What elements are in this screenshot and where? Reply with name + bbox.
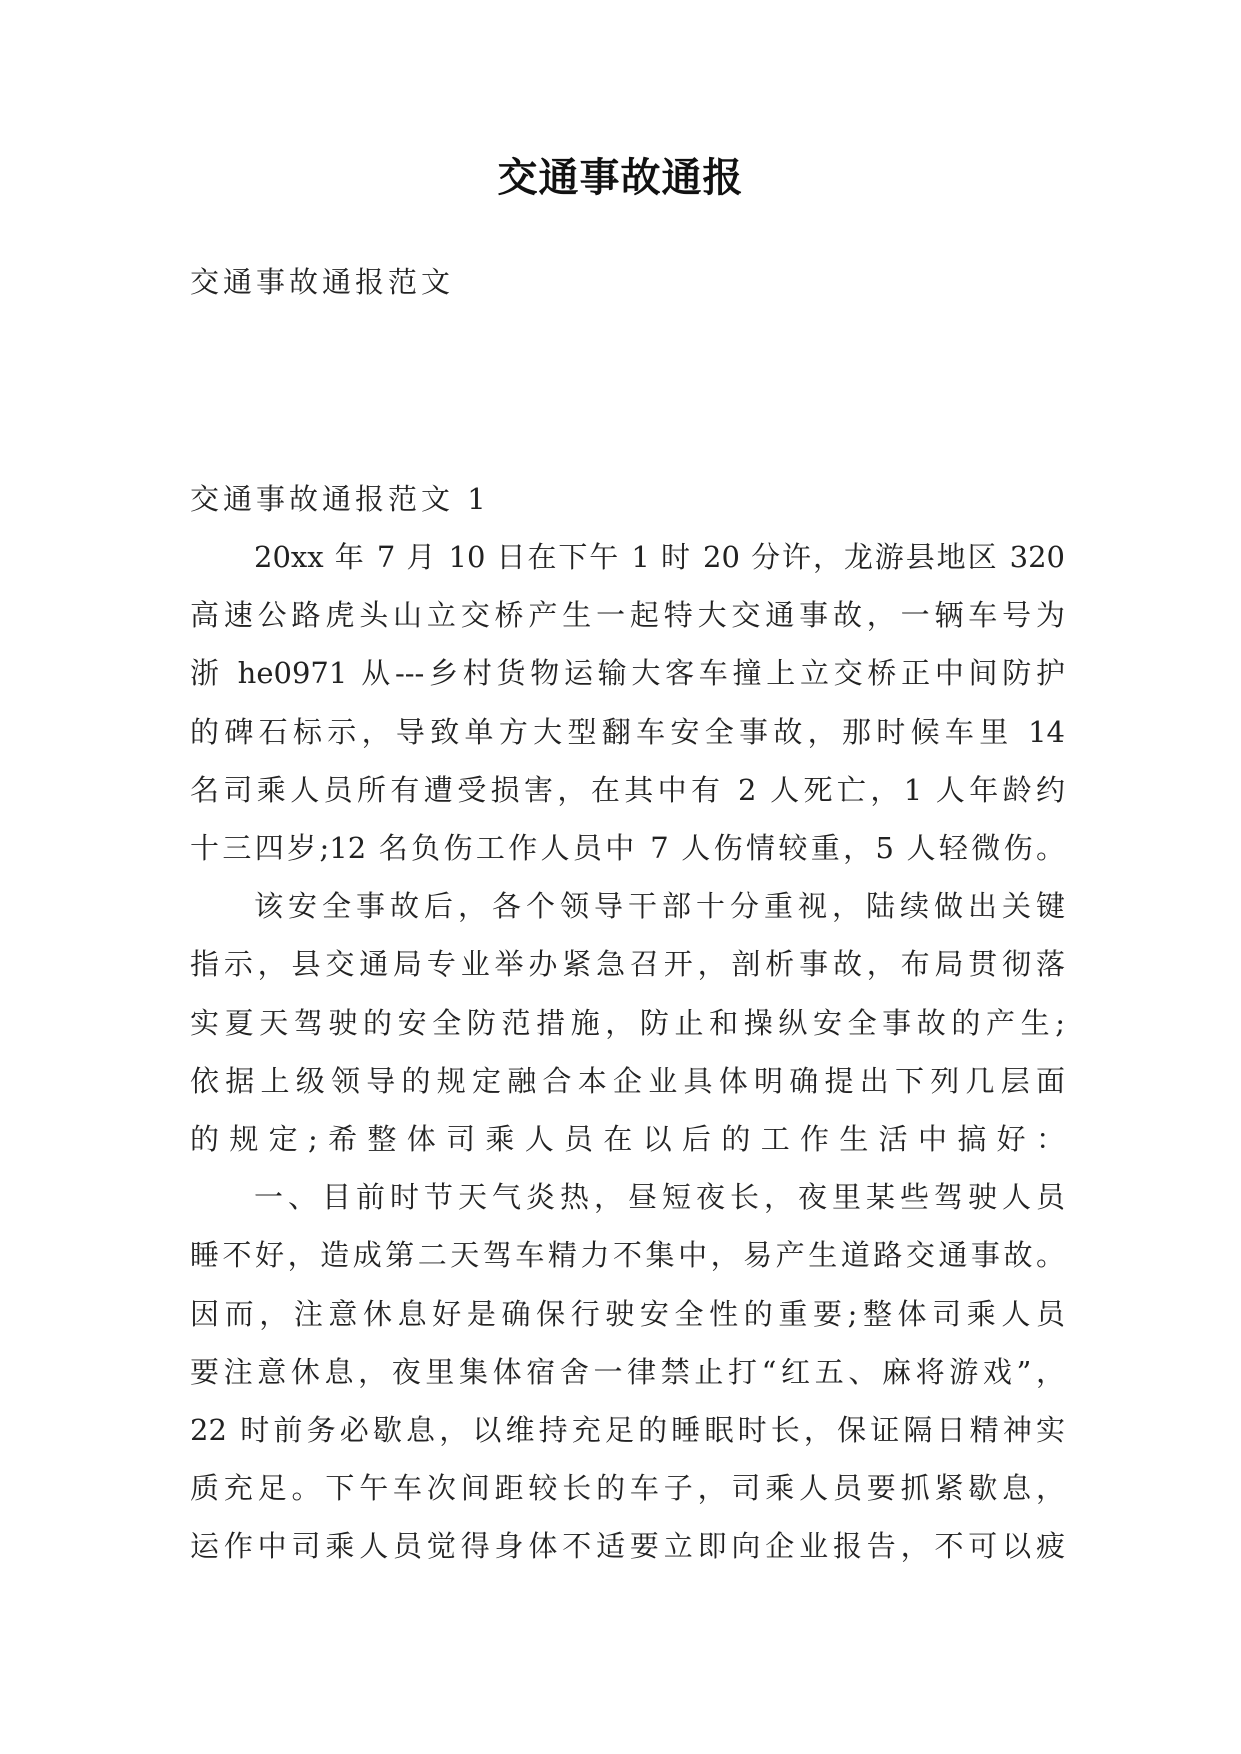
- paragraph-line: 依据上级领导的规定融合本企业具体明确提出下列几层面: [190, 1063, 1065, 1098]
- document-subtitle: 交通事故通报范文: [190, 265, 455, 299]
- paragraph-2: [190, 877, 1065, 1168]
- paragraph-line: 该安全事故后，各个领导干部十分重视，陆续做出关键: [254, 889, 1065, 924]
- section-heading: 交通事故通报范文 1: [190, 482, 490, 516]
- paragraph-line: 的规定;希整体司乘人员在以后的工作生活中搞好：: [190, 1122, 1065, 1157]
- paragraph-line: 睡不好，造成第二天驾车精力不集中，易产生道路交通事故。: [190, 1238, 1065, 1273]
- document-body: [190, 470, 1065, 1576]
- paragraph-line: 十三四岁;12 名负伤工作人员中 7 人伤情较重，5 人轻微伤。: [190, 831, 1065, 866]
- paragraph-1: [190, 528, 1065, 877]
- paragraph-line: 实夏天驾驶的安全防范措施，防止和操纵安全事故的产生;: [190, 1005, 1065, 1040]
- paragraph-line: 指示，县交通局专业举办紧急召开，剖析事故，布局贯彻落: [190, 947, 1065, 982]
- document-title: 交通事故通报: [497, 155, 744, 201]
- paragraph-line: 高速公路虎头山立交桥产生一起特大交通事故，一辆车号为: [190, 598, 1065, 633]
- paragraph-line: 运作中司乘人员觉得身体不适要立即向企业报告，不可以疲: [190, 1529, 1065, 1564]
- paragraph-line: 名司乘人员所有遭受损害，在其中有 2 人死亡，1 人年龄约: [190, 772, 1065, 807]
- paragraph-3: [190, 1168, 1065, 1575]
- paragraph-line: 一、目前时节天气炎热，昼短夜长，夜里某些驾驶人员: [254, 1180, 1065, 1215]
- paragraph-line: 因而，注意休息好是确保行驶安全性的重要;整体司乘人员: [190, 1296, 1065, 1331]
- paragraph-line: 要注意休息，夜里集体宿舍一律禁止打“红五、麻将游戏”，: [190, 1354, 1065, 1389]
- paragraph-line: 浙 he0971 从---乡村货物运输大客车撞上立交桥正中间防护: [190, 656, 1065, 691]
- paragraph-line: 质充足。下午车次间距较长的车子，司乘人员要抓紧歇息，: [190, 1471, 1065, 1506]
- paragraph-line: 的碑石标示，导致单方大型翻车安全事故，那时候车里 14: [190, 714, 1065, 749]
- paragraph-line: 22 时前务必歇息，以维持充足的睡眠时长，保证隔日精神实: [190, 1413, 1065, 1448]
- paragraph-line: 20xx 年 7 月 10 日在下午 1 时 20 分许，龙游县地区 320: [254, 540, 1065, 574]
